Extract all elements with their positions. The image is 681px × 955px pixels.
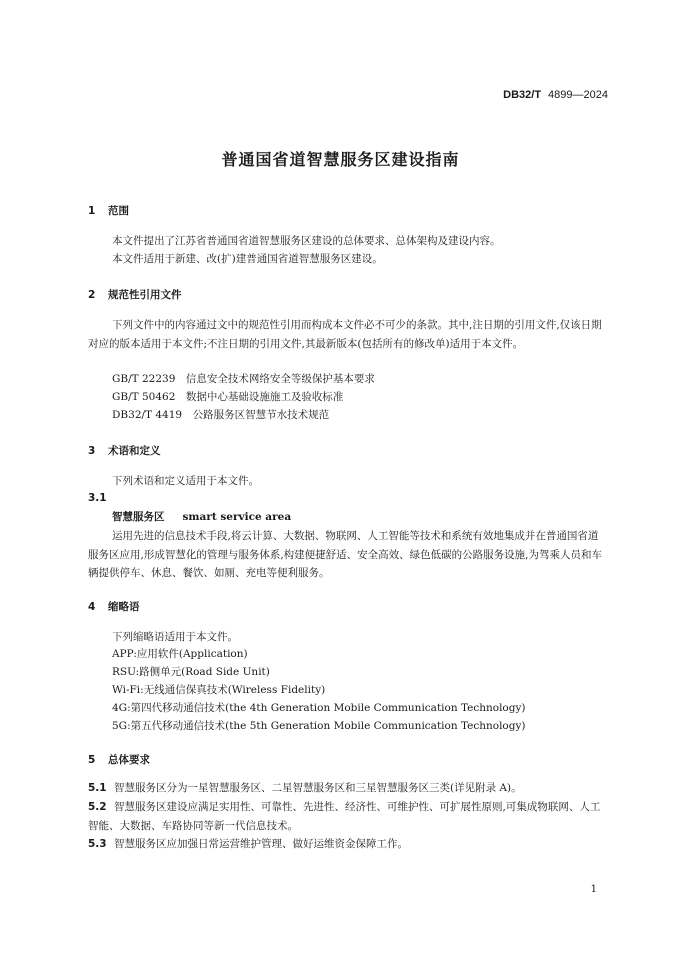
section-title: 术语和定义 [108, 445, 161, 457]
clause-text: 智慧服务区建设应满足实用性、可靠性、先进性、经济性、可维护性、可扩展性原则,可集成物联网、人工智能、大数据、车路协同等新一代信息技术。 [88, 801, 601, 832]
doc-code: 4899—2024 [548, 89, 608, 101]
clause-5-3 [88, 835, 603, 854]
section-4-paragraph-1: 下列缩略语适用于本文件。 [112, 631, 238, 643]
section-number: 4 [88, 601, 96, 613]
section-title: 缩略语 [108, 601, 140, 613]
clause-5-2 [88, 798, 603, 835]
abbreviation-item: APP:应用软件(Application) [112, 648, 248, 660]
clause-number: 5.1 [88, 782, 107, 794]
clause-text: 智慧服务区分为一星智慧服务区、二星智慧服务区和三星智慧服务区三类(详见附录 A)。 [114, 782, 522, 794]
term-entry [112, 509, 291, 524]
reference-item: GB/T 22239 信息安全技术网络安全等级保护基本要求 [112, 373, 375, 385]
abbreviation-item: Wi-Fi:无线通信保真技术(Wireless Fidelity) [112, 684, 326, 696]
abbreviation-item: RSU:路侧单元(Road Side Unit) [112, 666, 270, 678]
section-number: 1 [88, 205, 96, 217]
doc-prefix: DB32/T [503, 89, 542, 101]
term-english: smart service area [182, 511, 292, 523]
section-number: 2 [88, 289, 96, 301]
page-number: 1 [590, 884, 597, 895]
reference-item: DB32/T 4419 公路服务区智慧节水技术规范 [112, 409, 330, 421]
document-number [503, 88, 608, 101]
term-chinese: 智慧服务区 [112, 511, 165, 523]
section-2-heading [88, 287, 182, 302]
abbreviation-item: 5G:第五代移动通信技术(the 5th Generation Mobile Communication Technology) [112, 720, 526, 732]
reference-item: GB/T 50462 数据中心基础设施施工及验收标准 [112, 391, 344, 403]
section-number: 3 [88, 445, 96, 457]
section-title: 规范性引用文件 [108, 289, 182, 301]
section-2-paragraph-1: 下列文件中的内容通过文中的规范性引用而构成本文件必不可少的条款。其中,注日期的引用文件,仅该日期对应的版本适用于本文件;不注日期的引用文件,其最新版本(包括所有的修改单)适用于本文件。 [88, 319, 602, 350]
document-title: 普通国省道智慧服务区建设指南 [221, 150, 460, 169]
section-title: 总体要求 [108, 754, 150, 766]
abbreviation-item: 4G:第四代移动通信技术(the 4th Generation Mobile Communication Technology) [112, 702, 526, 714]
section-1-heading [88, 203, 129, 218]
clause-5-1 [88, 779, 603, 798]
term-number: 3.1 [88, 492, 107, 504]
section-4-heading [88, 599, 140, 614]
section-5-heading [88, 752, 150, 767]
clause-text: 智慧服务区应加强日常运营维护管理、做好运维资金保障工作。 [114, 838, 408, 850]
term-definition: 运用先进的信息技术手段,将云计算、大数据、物联网、人工智能等技术和系统有效地集成并在普通国省道服务区应用,形成智慧化的管理与服务体系,构建便捷舒适、安全高效、绿色低碳的公路服务设施,为驾乘人员和车辆提供停车、休息、餐饮、如厕、充电等便利服务。 [88, 530, 603, 579]
clause-number: 5.2 [88, 801, 107, 813]
section-number: 5 [88, 754, 96, 766]
clause-number: 5.3 [88, 838, 107, 850]
section-3-heading [88, 443, 161, 458]
section-title: 范围 [108, 205, 129, 217]
section-1-paragraph-1: 本文件提出了江苏省普通国省道智慧服务区建设的总体要求、总体架构及建设内容。 [112, 235, 501, 247]
section-1-paragraph-2: 本文件适用于新建、改(扩)建普通国省道智慧服务区建设。 [112, 253, 383, 265]
section-3-paragraph-1: 下列术语和定义适用于本文件。 [112, 475, 259, 487]
